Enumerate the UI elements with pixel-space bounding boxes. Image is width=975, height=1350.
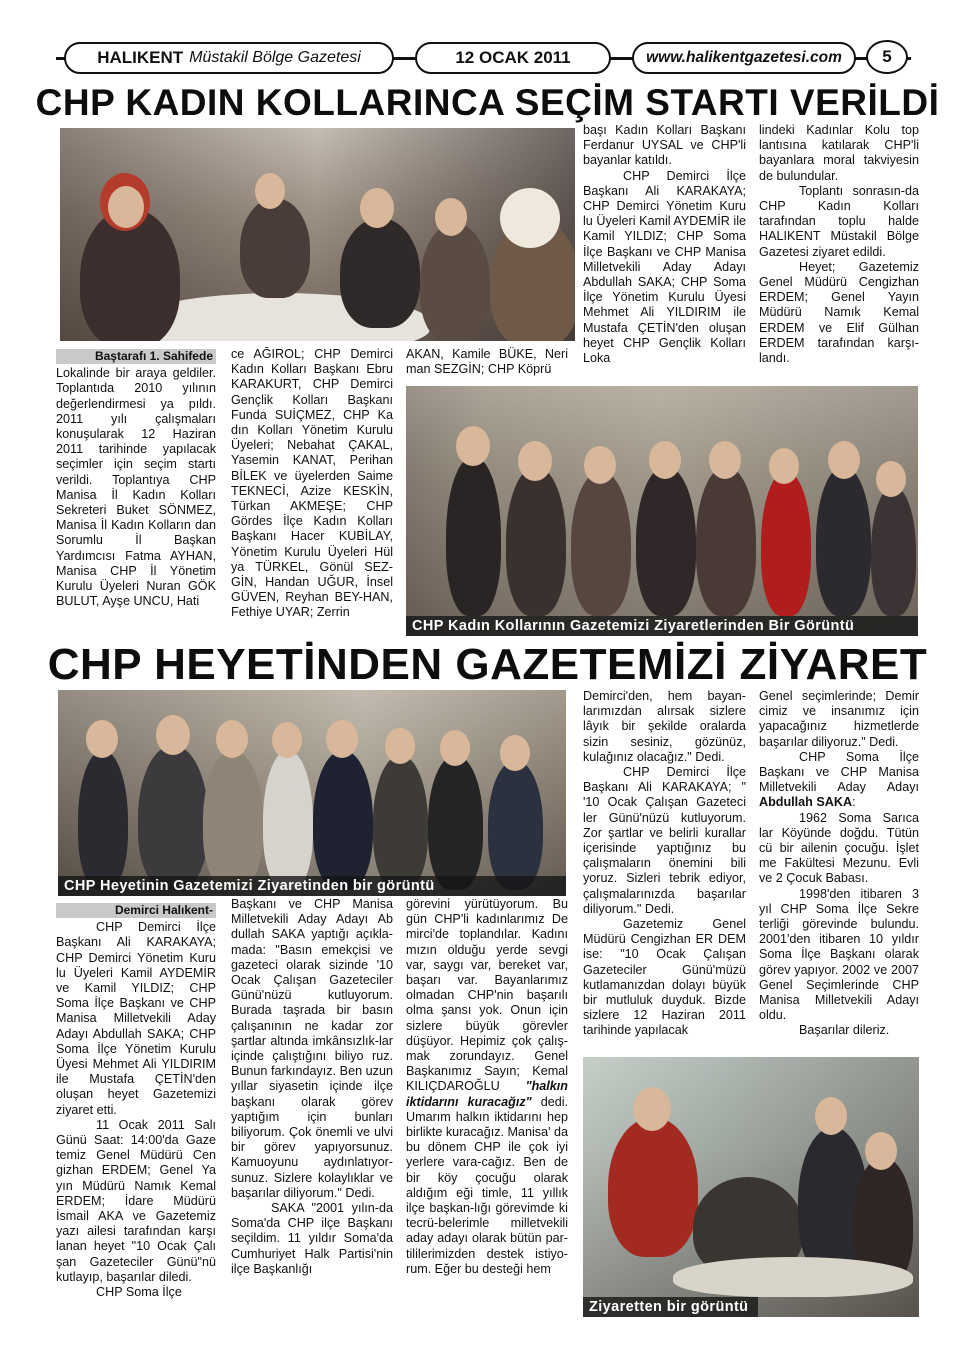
article2-column-3 — [406, 897, 568, 1317]
article2-column-1 — [56, 903, 216, 1315]
article2-col1-text: CHP Demirci İlçe Başkanı Ali KARAKAYA; CHP Demirci Yönetim Kuru lu Üyeleri Kamil AYDEMİR ve Kamil YILDIZ; CHP Soma İlçe Başkanı ve CHP Manisa Milletvekili Aday Adayı Abdullah SAKA; CHP Soma İlçe Yönetim Kurulu Üyesi Mehmet Ali YILDIRIM ile Mustafa ÇETİN'den oluşan heyet Gazetemizi ziyaret etti. — [56, 920, 216, 1117]
article2-col3-quote: "halkın iktidarını kuracağız" — [406, 1079, 568, 1109]
article2-photo-delegation — [58, 690, 566, 896]
article2-col1b-text: 11 Ocak 2011 Salı Günü Saat: 14:00'da Gaze temiz Genel Müdürü Cen gizhan ERDEM; Genel Ya yın Müdürü Namık Kemal ERDEM; İdare Müdürü İsmail AKA ve Gazetemiz yazı ailesi tarafından karşı lanan heyet "10 Ocak Çalı şan Gazeteciler Günü"nü kutlayıp, başarılar diledi. — [56, 1117, 216, 1284]
article2-col2b-text: SAKA "2001 yılın-da Soma'da CHP ilçe Başkanı seçildim. 11 yıldır Soma'da Cumhuriyet Halk Partisi'nin ilçe Başkanlığı — [231, 1201, 393, 1276]
page-number: 5 — [882, 47, 892, 66]
article2-col2-text: Başkanı ve CHP Manisa Milletvekili Aday Adayı Ab dullah SAKA yaptığı açıkla-mada: "Basın emekçisi ve gazeteci olarak sizinde '10 Ocak Çalışan Gazeteciler Günü'nüzü kutluyorum. Burada taşrada bir basın çalışanının ne kadar zor şartlar altında imkânsızlık-lar içinde çalıştığını biliyo ruz. Bunun farkındayız. Ben uzun yıllar siyasetin içinde ilçe başkanı olarak görev yaptığım için bunları biliyorum. Çok önemli ve ulvi bir görev yapıyorsunuz. Kamuoyunu aydınlatıyor-sunuz. Sizlere kolaylıklar ve başarılar diliyorum." Dedi. — [231, 897, 393, 1200]
article1-col4b-text: CHP Demirci İlçe Başkanı Ali KARAKAYA; CHP Demirci Yönetim Kuru lu Üyeleri Kamil AYDEMİR ile Kamil YILDIZ; CHP Soma İlçe Başkanı ve CHP Manisa Milletvekili Aday Adayı Abdullah SAKA; CHP Soma İlçe Yönetim Kurulu Üyesi Mehmet Ali YILDIRIM ile Mustafa ÇETİN'den oluşan heyet CHP Gençlik Kolları Loka — [583, 168, 746, 366]
article1-photo-caption: CHP Kadın Kollarının Gazetemizi Ziyaretlerinden Bir Görüntü — [406, 616, 918, 636]
issue-date: 12 OCAK 2011 — [455, 48, 571, 67]
article1-col5c-text: Heyet; Gazetemiz Genel Müdürü Cengizhan ERDEM; Genel Yayın Müdürü Namık Kemal ERDEM ve Elif Gülhan ERDEM tarafından karşı-landı. — [759, 259, 919, 366]
article1-column-1 — [56, 349, 216, 639]
date-pill — [415, 42, 611, 74]
article2-photo3-caption: Ziyaretten bir görüntü — [583, 1297, 758, 1317]
article2-col1c-text: CHP Soma İlçe — [96, 1285, 182, 1300]
article2-column-5 — [759, 689, 919, 1057]
article1-column-2 — [231, 347, 393, 639]
article1-col2-text: ce AĞIROL; CHP Demirci Kadın Kolları Başkanı Ebru KARAKURT, CHP Demirci Gençlik Kolları Başkanı Funda SUİÇMEZ, CHP Ka dın Kolları Yönetim Kurulu Üyeleri; Nebahat ÇAKAL, Yasemin KANAT, Perihan BİLEK ve üyelerden Saime TEKNECİ, Azize KESKİN, Türkan AKMEŞE; CHP Gördes İlçe Kadın Kolları Başkanı Hacer KUBİLAY, Yönetim Kurulu Üyeleri Hül ya TÜRKEL, Gönül SEZ-GİN, Handan UĞUR, İnsel GÜVEN, Reyhan BEY-HAN, Fethiye UYAR; Zerrin — [231, 347, 393, 620]
article1-column-5 — [759, 123, 919, 385]
article1-photo-group — [406, 386, 918, 636]
article1-kicker: Baştarafı 1. Sahifede — [56, 349, 216, 364]
article2-col5b-span: CHP Soma İlçe Başkanı ve CHP Manisa Milletvekili Aday Adayı — [759, 749, 919, 795]
website-link[interactable]: www.halikentgazetesi.com — [646, 49, 842, 66]
article1-col5a-text: lindeki Kadınlar Kolu top lantısına katılarak CHP'li bayanlara moral takviyesin de bulundular. — [759, 123, 919, 183]
article2-col5a-text: Genel seçimlerinde; Demir cimiz ve insanımız için yapacağınız hizmetlerde başarılar diliyoruz." Dedi. — [759, 689, 919, 749]
article2-col4b-text: CHP Demirci İlçe Başkanı Ali KARAKAYA; " '10 Ocak Çalışan Gazeteci ler Günü'nüzü kutluyorum. Zor şartlar ve belirli kurallar içerisinde yaptığınız bu çalışmaların önemini bili yoruz. Sizleri tebrik ediyor, çalışmalarınızda başarılar diliyorum." Dedi. — [583, 765, 746, 916]
article2-col3-text — [406, 897, 568, 1277]
article2-col5b-text: CHP Soma İlçe Başkanı ve CHP Manisa Milletvekili Aday Adayı Abdullah SAKA: — [759, 749, 919, 810]
article1-headline: CHP KADIN KOLLARINCA SEÇİM STARTI VERİLDİ — [35, 82, 940, 123]
article2-col4a-text: Demirci'den, hem bayan-larımızdan alırsak sizlere lâyık bir şekilde oralarda sizin sesiniz, gözünüz, kulağınız olacağız." Dedi. — [583, 689, 746, 764]
article1-photo-meeting — [60, 128, 575, 341]
masthead-pill — [64, 42, 394, 74]
article2-col5e-text: Başarılar dileriz. — [799, 1023, 890, 1038]
article2-col3a-text: görevini yürütüyorum. Bu gün CHP'li kadınlarımız De mirci'de toplandılar. Kadını mızın olduğu yerde sevgi var, saygı var, bereket var, başarı var. Bayanlarımız olmadan CHP'nin başarılı olma şansı yok. Onun için sizlere büyük görevler düşüyor. Hepimiz çok çalış-mak zorundayız. Genel Başkanımız Sayın; Kemal KILIÇDAROĞLU — [406, 897, 568, 1094]
article2-column-2 — [231, 897, 393, 1317]
article2-headline: CHP HEYETİNDEN GAZETEMİZİ ZİYARET — [47, 640, 928, 689]
article2-col5-name: Abdullah SAKA — [759, 795, 853, 810]
article1-column-4 — [583, 123, 746, 385]
article2-col5c-text: 1962 Soma Sarıca lar Köyünde doğdu. Tütün cü bir ailenin çocuğu. İşlet me Fakültesi Mezunu. Evli ve 2 Çocuk Babası. — [759, 810, 919, 886]
masthead-name: HALIKENT — [97, 48, 184, 67]
article1-column-3 — [406, 347, 568, 379]
page-number-pill — [866, 40, 908, 74]
article1-col4a-text: başı Kadın Kolları Başkanı Ferdanur UYSAL ve CHP'li bayanlar katıldı. — [583, 123, 746, 168]
masthead-subtitle: Müstakil Bölge Gazetesi — [189, 49, 361, 66]
article1-col3-text: AKAN, Kamile BÜKE, Neri man SEZGİN; CHP Köprü — [406, 347, 568, 377]
article2-photo-visit — [583, 1057, 919, 1317]
article2-photo-caption: CHP Heyetinin Gazetemizi Ziyaretinden bir görüntü — [58, 876, 566, 896]
article2-kicker: Demirci Halıkent- — [56, 903, 216, 918]
article2-col4c-text: Gazetemiz Genel Müdürü Cengizhan ER DEM ise: "10 Ocak Çalışan Gazeteciler Günü'müzü kutlamanızdan dolayı büyük bir mutluluk duyduk. Bizde sizlere 12 Haziran 2011 tarihinde yapılacak — [583, 917, 746, 1038]
article2-column-4 — [583, 689, 746, 1051]
article1-col1-text: Lokalinde bir araya geldiler. Toplantıda 2010 yılının değerlendirmesi ya pıldı. 2011 yılı çalışmaları konuşularak 12 Haziran 2011 tarihinde yapılacak seçimler için seçim startı verildi. Toplantıya CHP Manisa İl Kadın Kolları Sekreteri Buket SÖNMEZ, Manisa İl Kadın Kolların dan Sorumlu İl Başkan Yardımcısı Fatma AYHAN, Manisa CHP İl Yönetim Kurulu Üyeleri Nuran GÖK BULUT, Ayşe UNCU, Hati — [56, 366, 216, 609]
article1-col5b-text: Toplantı sonrasın-da CHP Kadın Kolları tarafından toplu halde HALIKENT Müstakil Bölge Gazetesi ziyaret edildi. — [759, 183, 919, 259]
article2-col5d-text: 1998'den itibaren 3 yıl CHP Soma İlçe Sekre terliği görevinde bulundu. 2001'den itibaren 10 yıldır Soma İlçe Başkanı olarak görev yapıyor. 2002 ve 2007 Genel Seçimlerinde CHP Manisa Milletvekili Adayı oldu. — [759, 886, 919, 1023]
website-pill[interactable] — [632, 42, 856, 74]
article2-col3b-text: dedi. Umarım halkın iktidarını hep birlikte kuracağız. Manisa' da bu dönem CHP ile çok iyi yerlere vara-cağız. Ben de bir köy çocuğu olarak aldığım eği timle, 11 yıllık ilçe başkan-lığı görevimde ki tecrü-belerimle milletvekili aday adayı olarak bütün par-tililerimizden destek istiyo-rum. Eğer bu desteği hem — [406, 1094, 568, 1276]
